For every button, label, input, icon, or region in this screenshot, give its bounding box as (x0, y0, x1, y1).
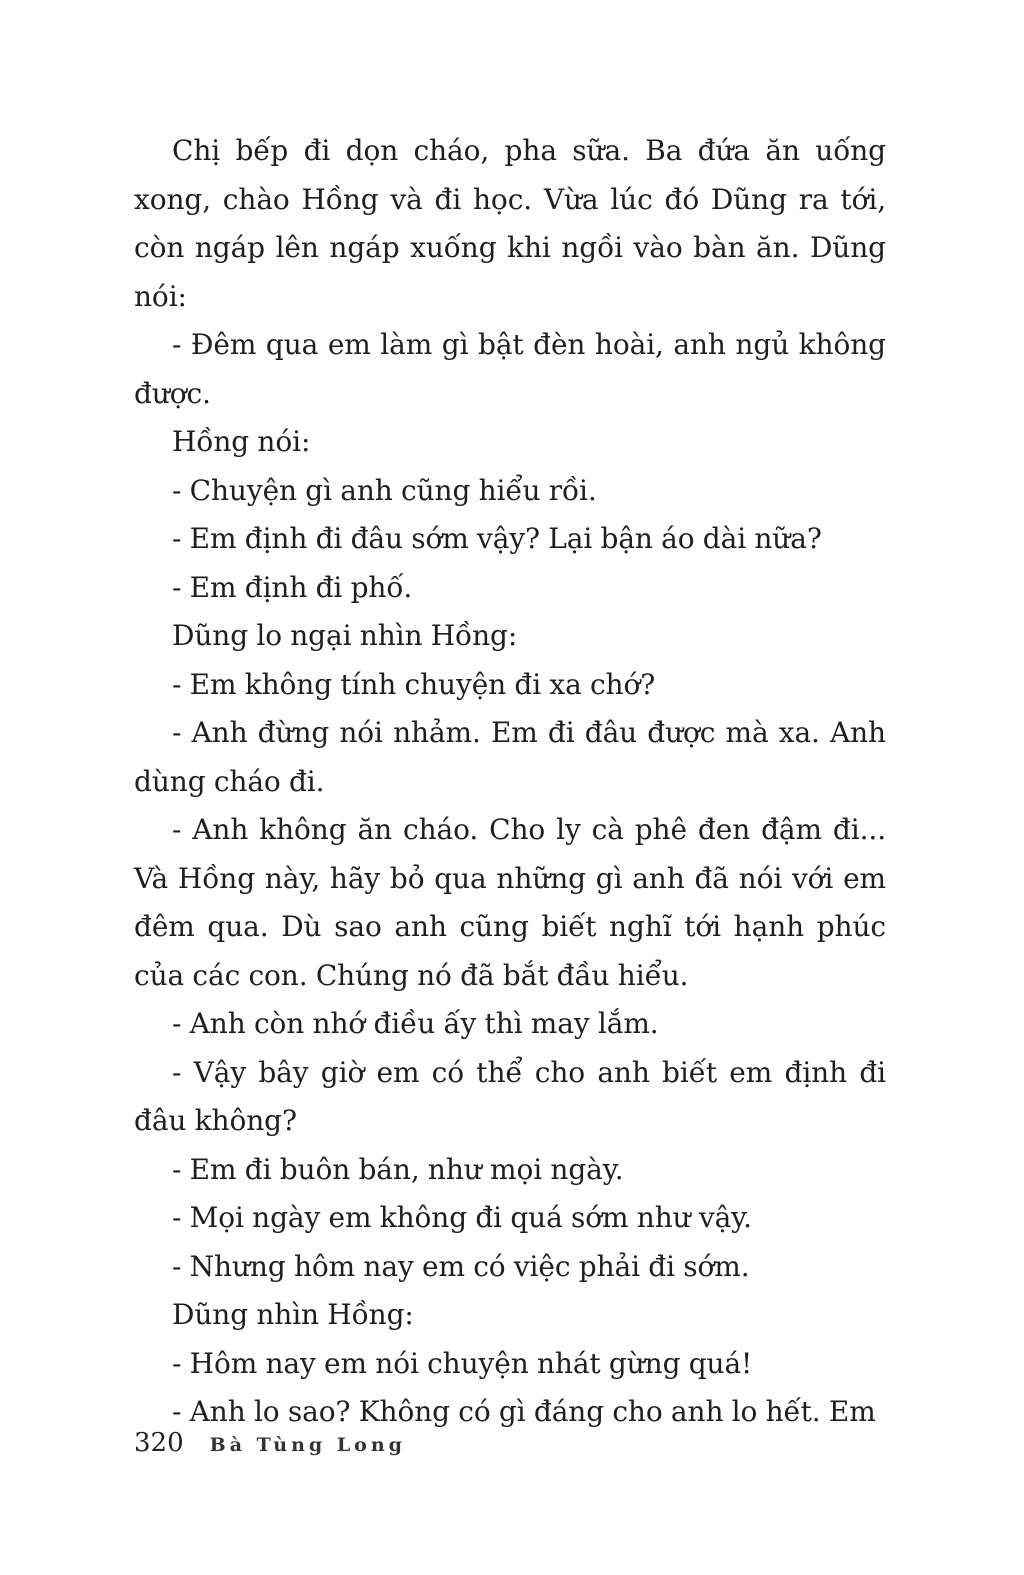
paragraph: - Em không tính chuyện đi xa chớ? (172, 667, 656, 701)
paragraph: - Anh còn nhớ điều ấy thì may lắm. (172, 1007, 659, 1040)
paragraph: - Mọi ngày em không đi quá sớm như vậy. (172, 1201, 752, 1234)
paragraph: - Anh lo sao? Không có gì đáng cho anh lo hết. Em (172, 1395, 876, 1428)
paragraph: Hồng nói: (172, 425, 311, 458)
paragraph: - Anh không ăn cháo. Cho ly cà phê đen đậm đi... Và Hồng này, hãy bỏ qua những gì anh đã nói với em đêm qua. Dù sao anh cũng biết nghĩ tới hạnh phúc của các con. Chúng nó đã bắt đầu hiểu. (134, 813, 886, 992)
running-head-author: Bà Tùng Long (209, 1434, 406, 1456)
paragraph: - Em đi buôn bán, như mọi ngày. (172, 1152, 624, 1186)
paragraph: - Vậy bây giờ em có thể cho anh biết em định đi đâu không? (134, 1055, 886, 1137)
paragraph: Dũng nhìn Hồng: (172, 1298, 414, 1331)
paragraph: - Đêm qua em làm gì bật đèn hoài, anh ngủ không được. (134, 328, 886, 410)
paragraph: - Em định đi phố. (172, 570, 413, 604)
page-footer (134, 1428, 406, 1458)
paragraph: Dũng lo ngại nhìn Hồng: (172, 619, 518, 652)
paragraph: - Nhưng hôm nay em có việc phải đi sớm. (172, 1249, 750, 1283)
page-number: 320 (134, 1428, 184, 1458)
body-text (134, 127, 886, 1437)
paragraph: - Chuyện gì anh cũng hiểu rồi. (172, 473, 597, 507)
paragraph: - Hôm nay em nói chuyện nhát gừng quá! (172, 1346, 753, 1380)
paragraph: Chị bếp đi dọn cháo, pha sữa. Ba đứa ăn uống xong, chào Hồng và đi học. Vừa lúc đó Dũng ra tới, còn ngáp lên ngáp xuống khi ngồi vào bàn ăn. Dũng nói: (134, 134, 886, 313)
paragraph: - Anh đừng nói nhảm. Em đi đâu được mà xa. Anh dùng cháo đi. (134, 716, 886, 798)
paragraph: - Em định đi đâu sớm vậy? Lại bận áo dài nữa? (172, 522, 822, 555)
